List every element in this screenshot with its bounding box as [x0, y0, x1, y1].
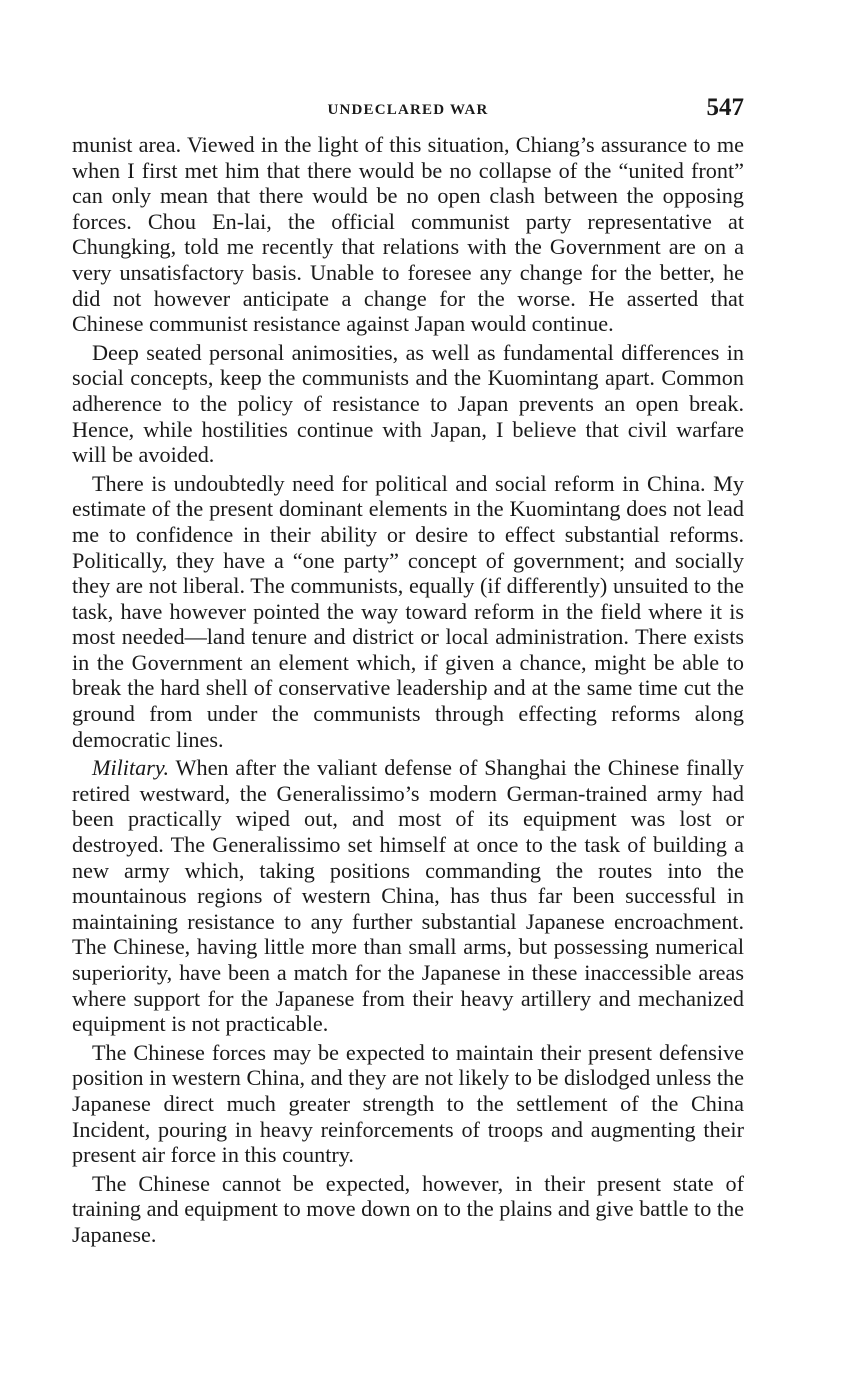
paragraph-4-text: When after the valiant defense of Shanghai the Chinese finally retired westward, the Generalissimo’s modern German-trained army had been practically wiped out, and most of its equipment was lost or destroyed. The Generalissimo set himself at once to the task of building a new army which, taking positions commanding the routes into the mountainous regions of western China, has thus far been successful in maintaining resistance to any further substantial Japanese encroachment. The Chinese, having little more than small arms, but possessing numerical superiority, have been a match for the Japanese in these inaccessible areas where support for the Japanese from their heavy artillery and mechanized equipment is not practicable. — [72, 755, 744, 1037]
paragraph-2: Deep seated personal animosities, as well as fundamental differences in social concepts, keep the communists and the Kuomintang apart. Common adherence to the policy of resistance to Japan prevents an open break. Hence, while hostilities continue with Japan, I believe that civil warfare will be avoided. — [72, 339, 744, 468]
paragraph-4 — [72, 755, 744, 1037]
paragraph-5: The Chinese forces may be expected to maintain their present defensive position in western China, and they are not likely to be dislodged unless the Japanese direct much greater strength to the settlement of the China Incident, pouring in heavy reinforcements of troops and augmenting their present air force in this country. — [72, 1039, 744, 1168]
paragraph-1: munist area. Viewed in the light of this situation, Chiang’s assurance to me when I first met him that there would be no collapse of the “united front” can only mean that there would be no open clash between the opposing forces. Chou En-lai, the official communist party representative at Chungking, told me recently that relations with the Government are on a very unsatisfactory basis. Unable to foresee any change for the better, he did not however anticipate a change for the worse. He asserted that Chinese communist resistance against Japan would continue. — [72, 132, 744, 337]
page-number: 547 — [706, 94, 744, 121]
running-title: UNDECLARED WAR — [327, 102, 489, 118]
military-side-heading: Military. — [92, 755, 170, 781]
document-page — [72, 92, 744, 1248]
paragraph-3: There is undoubtedly need for political and social reform in China. My estimate of the present dominant elements in the Kuomintang does not lead me to confidence in their ability or desire to effect substantial reforms. Politically, they have a “one party” concept of government; and socially they are not liberal. The communists, equally (if differently) unsuited to the task, have however pointed the way toward reform in the field where it is most needed—land tenure and district or local administration. There exists in the Government an element which, if given a chance, might be able to break the hard shell of conservative leadership and at the same time cut the ground from under the communists through effecting reforms along democratic lines. — [72, 470, 744, 752]
paragraph-6: The Chinese cannot be expected, however, in their present state of training and equipment to move down on to the plains and give battle to the Japanese. — [72, 1170, 744, 1247]
running-head — [72, 92, 744, 132]
